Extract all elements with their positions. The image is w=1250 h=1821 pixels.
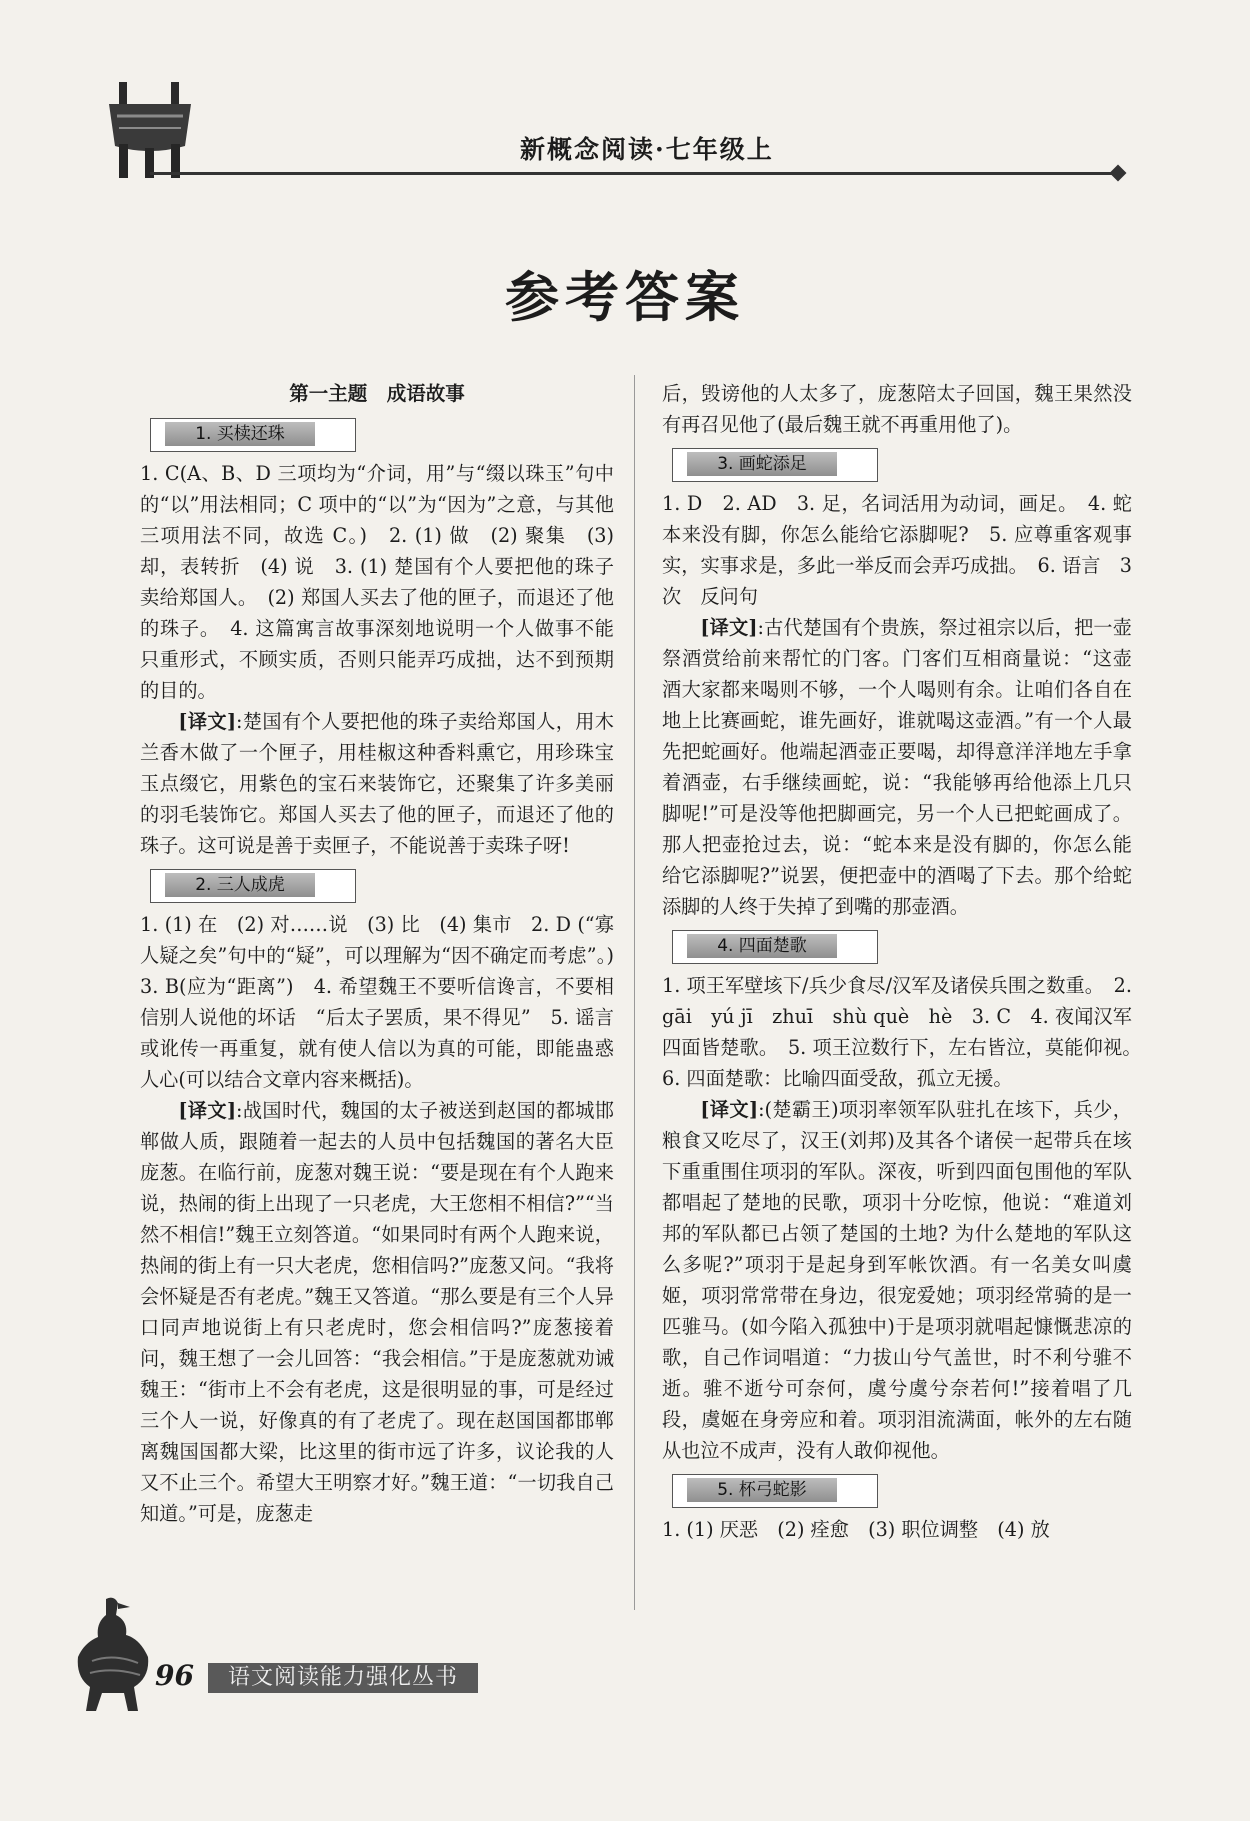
section-title-3: 3. 画蛇添足: [687, 452, 837, 476]
header-title: 新概念阅读·七年级上: [520, 135, 774, 164]
section-heading-4: [672, 930, 878, 964]
translation-text-4: :(楚霸王)项羽率领军队驻扎在垓下，兵少，粮食又吃尽了，汉王(刘邦)及其各个诸侯一起带兵在垓下重重围住项羽的军队。深夜，听到四面包围他的军队都唱起了楚地的民歌，项羽十分吃惊，他说：“难道刘邦的军队都已占领了楚国的土地? 为什么楚地的军队这么多呢?”项羽于是起身到军帐饮酒。有一名美女叫虞姬，项羽常常带在身边，很宠爱她；项羽经常骑的是一匹骓马。(如今陷入孤独中)于是项羽就唱起慷慨悲凉的歌，自己作词唱道：“力拔山兮气盖世，时不利兮骓不逝。骓不逝兮可奈何，虞兮虞兮奈若何!”接着唱了几段，虞姬在身旁应和着。项羽泪流满面，帐外的左右随从也泣不成声，没有人敢仰视他。: [662, 1098, 1132, 1462]
header-divider: [150, 172, 1120, 175]
header-divider-tip: [1110, 165, 1127, 182]
translation-label-2: [译文]: [178, 1099, 237, 1122]
series-title: 语文阅读能力强化丛书: [208, 1663, 478, 1693]
translation-label-1: [译文]: [178, 710, 237, 733]
section-title-1: 1. 买椟还珠: [165, 422, 315, 446]
left-column: [140, 378, 634, 1529]
translation-3: [662, 612, 1132, 922]
ding-vessel-icon: [105, 82, 195, 178]
translation-text-2: :战国时代，魏国的太子被送到赵国的都城邯郸做人质，跟随着一起去的人员中包括魏国的著名大臣庞葱。在临行前，庞葱对魏王说：“要是现在有个人跑来说，热闹的街上出现了一只老虎，大王您相不相信?”“当然不相信!”魏王立刻答道。“如果同时有两个人跑来说，热闹的街上有一只大老虎，您相信吗?”庞葱又问。“我将会怀疑是否有老虎。”魏王又答道。“那么要是有三个人异口同声地说街上有只老虎时，您会相信吗?”庞葱接着问，魏王想了一会儿回答：“我会相信。”于是庞葱就劝诫魏王：“街市上不会有老虎，这是很明显的事，可是经过三个人一说，好像真的有了老虎了。现在赵国国都邯郸离魏国国都大梁，比这里的街市远了许多，议论我的人又不止三个。希望大王明察才好。”魏王道：“一切我自己知道。”可是，庞葱走: [140, 1099, 614, 1525]
section-heading-5: [672, 1474, 878, 1508]
answer-4: 1. 项王军壁垓下/兵少食尽/汉军及诸侯兵围之数重。 2. gāi yú jī zhuī shù què hè 3. C 4. 夜闻汉军四面皆楚歌。 5. 项王泣数行下，左右皆泣，莫能仰视。 6. 四面楚歌：比喻四面受敌，孤立无援。: [662, 974, 1152, 1090]
section-heading-3: [672, 448, 878, 482]
translation-text-1: :楚国有个人要把他的珠子卖给郑国人，用木兰香木做了一个匣子，用桂椒这种香料熏它，用珍珠宝玉点缀它，用紫色的宝石来装饰它，还聚集了许多美丽的羽毛装饰它。郑国人买去了他的匣子，而退还了他的珠子。这可说是善于卖匣子，不能说善于卖珠子呀!: [140, 710, 614, 857]
theme-heading: 第一主题 成语故事: [289, 382, 465, 405]
translation-1: [140, 706, 614, 861]
answer-2: 1. (1) 在 (2) 对……说 (3) 比 (4) 集市 2. D (“寡人疑之矣”句中的“疑”，可以理解为“因不确定而考虑”。) 3. B(应为“距离”) 4. 希望魏王不要听信谗言，不要相信别人说他的坏话 “后太子罢质，果不得见” 5. 谣言或讹传一再重复，就有使人信以为真的可能，即能蛊惑人心(可以结合文章内容来概括)。: [140, 913, 634, 1091]
translation-label-3: [译文]: [700, 616, 758, 639]
page-number: 96: [155, 1659, 194, 1692]
section-heading-2: [150, 869, 356, 903]
translation-text-3: :古代楚国有个贵族，祭过祖宗以后，把一壶祭酒赏给前来帮忙的门客。门客们互相商量说：“这壶酒大家都来喝则不够，一个人喝则有余。让咱们各自在地上比赛画蛇，谁先画好，谁就喝这壶酒。”有一个人最先把蛇画好。他端起酒壶正要喝，却得意洋洋地左手拿着酒壶，右手继续画蛇，说：“我能够再给他添上几只脚呢!”可是没等他把脚画完，另一个人已把蛇画成了。那人把壶抢过去，说：“蛇本来是没有脚的，你怎么能给它添脚呢?”说罢，便把壶中的酒喝了下去。那个给蛇添脚的人终于失掉了到嘴的那壶酒。: [662, 616, 1132, 918]
right-column: [662, 378, 1152, 1545]
section-title-5: 5. 杯弓蛇影: [687, 1478, 837, 1502]
translation-4: [662, 1094, 1132, 1466]
page-title: 参考答案: [505, 265, 745, 329]
bird-vessel-icon: [68, 1595, 158, 1715]
answer-5: 1. (1) 厌恶 (2) 痊愈 (3) 职位调整 (4) 放: [662, 1518, 1050, 1541]
translation-2: [140, 1095, 614, 1529]
translation-label-4: [译文]: [700, 1098, 759, 1121]
column-divider: [634, 375, 635, 1610]
translation-2-continued: 后，毁谤他的人太多了，庞葱陪太子回国，魏王果然没有再召见他了(最后魏王就不再重用他了)。: [662, 382, 1132, 436]
section-title-2: 2. 三人成虎: [165, 873, 315, 897]
answer-3: 1. D 2. AD 3. 足，名词活用为动词，画足。 4. 蛇本来没有脚，你怎么能给它添脚呢? 5. 应尊重客观事实，实事求是，多此一举反而会弄巧成拙。 6. 语言 3 次 反问句: [662, 492, 1132, 608]
answer-1: 1. C(A、B、D 三项均为“介词，用”与“缀以珠玉”句中的“以”用法相同；C 项中的“以”为“因为”之意，与其他三项用法不同，故选 C。) 2. (1) 做 (2) 聚集 (3) 却，表转折 (4) 说 3. (1) 楚国有个人要把他的珠子卖给郑国人。 (2) 郑国人买去了他的匣子，而退还了他的珠子。 4. 这篇寓言故事深刻地说明一个人做事不能只重形式，不顾实质，否则只能弄巧成拙，达不到预期的目的。: [140, 462, 614, 702]
section-heading-1: [150, 418, 356, 452]
section-title-4: 4. 四面楚歌: [687, 934, 837, 958]
